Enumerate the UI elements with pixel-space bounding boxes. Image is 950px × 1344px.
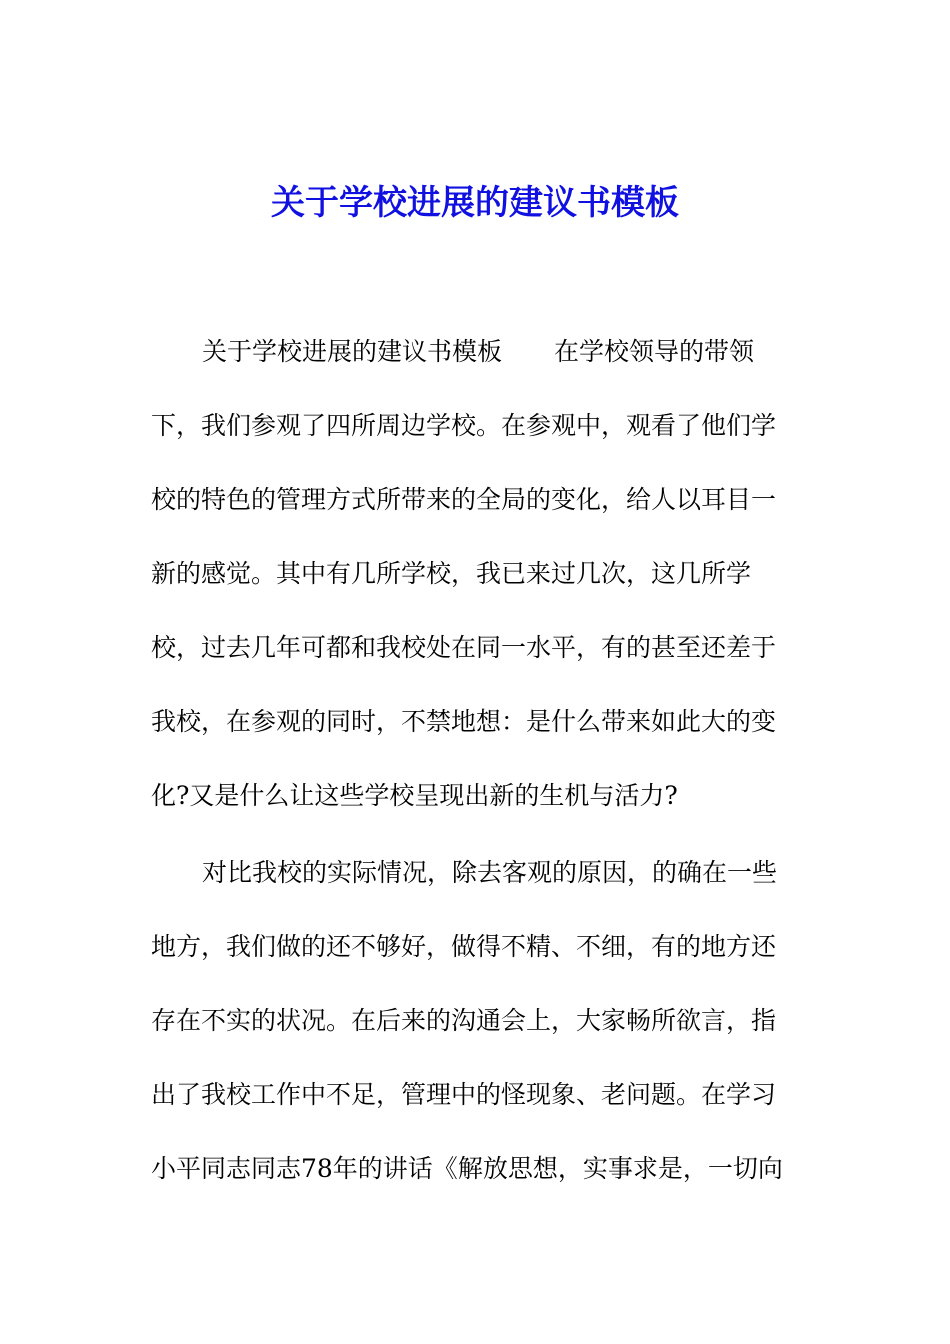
paragraph-line: 存在不实的状况。在后来的沟通会上，大家畅所欲言，指	[151, 1006, 777, 1035]
inline-heading: 关于学校进展的建议书模板	[202, 337, 503, 366]
paragraph-line: 小平同志同志78年的讲话《解放思想，实事求是，一切向	[151, 1154, 783, 1183]
paragraph-line: 校，过去几年可都和我校处在同一水平，有的甚至还差于	[151, 633, 777, 662]
paragraph-line: 下，我们参观了四所周边学校。在参观中，观看了他们学	[151, 411, 777, 440]
paragraph-line	[202, 330, 862, 374]
paragraph-line: 化?又是什么让这些学校呈现出新的生机与活力?	[151, 781, 678, 810]
paragraph-line: 对比我校的实际情况，除去客观的原因，的确在一些	[202, 858, 778, 887]
paragraph-line: 地方，我们做的还不够好，做得不精、不细，有的地方还	[151, 932, 777, 961]
paragraph-line: 出了我校工作中不足，管理中的怪现象、老问题。在学习	[151, 1080, 777, 1109]
paragraph-line: 新的感觉。其中有几所学校，我已来过几次，这几所学	[151, 559, 752, 588]
document-title: 关于学校进展的建议书模板	[271, 183, 679, 223]
paragraph-line: 我校，在参观的同时，不禁地想：是什么带来如此大的变	[151, 707, 777, 736]
paragraph-line: 校的特色的管理方式所带来的全局的变化，给人以耳目一	[151, 485, 777, 514]
paragraph-text: 在学校领导的带领	[554, 337, 755, 366]
